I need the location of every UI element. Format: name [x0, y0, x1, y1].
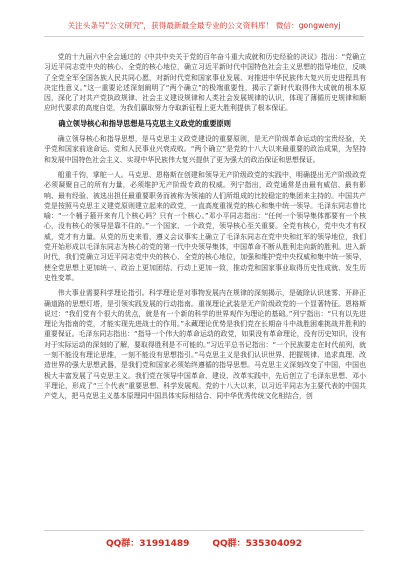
section-heading: 确立领导核心和指导思想是马克思主义政党的重要原则 [58, 118, 231, 128]
footer [44, 536, 364, 549]
paragraph-2: 确立领导核心和指导思想，是马克思主义政党建设的重要原则，是无产阶级革命运动的宝贵经验，关乎党和国家前途命运、党和人民事业兴衰成败。“两个确立”是党的十八大以来最重要的政治成果，为坚持和发展中国特色社会主义、实现中华民族伟大复兴提供了更为强大的政治保证和思想保证。 [44, 135, 366, 164]
paragraph-3: 船重千钧，掌舵一人。马克思、恩格斯在创建和领导无产阶级政党的实践中，明确提出无产阶级政党必须凝聚自己的所有力量，必须维护无产阶级专政的权威。列宁指出，政党通常是由最有威信、最有影响、最有经验、被选出担任最重要职务而被称为领袖的人们所组成的比较稳定的集团来主持的。中国共产党是按照马克思主义建党原则建立起来的政党，一直高度重视党的核心和集中统一领导。毛泽东同志曾比喻：“一个桶子箍开来有几个核心吗？只有一个核心。”邓小平同志指出：“任何一个领导集体都要有一个核心，没有核心的领导是靠不住的。”一个国家、一个政党，领导核心至关重要。全党有核心，党中央才有权威，党才有力量。从党的历史来看，遵义会议事实上确立了毛泽东同志在党中央和红军的领导地位，我们党开始形成以毛泽东同志为核心的党的第一代中央领导集体，中国革命不断从胜利走向新的胜利。进入新时代，我们党确立习近平同志党中央的核心、全党的核心地位，加强和维护党中央权威和集中统一领导，使全党思想上更加统一、政治上更加团结、行动上更加一致，推动党和国家事业取得历史性成就、发生历史性变革。 [44, 170, 366, 282]
top-banner: 关注头条号"公文研究"，获得最新最全最专业的公文资料库！ 微信：gongwenyj [67, 21, 341, 30]
top-divider [44, 36, 364, 37]
paragraph-1: 党的十九届六中全会通过的《中共中央关于党的百年奋斗重大成就和历史经验的决议》指出：“党确立习近平同志党中央的核心、全党的核心地位，确立习近平新时代中国特色社会主义思想的指导地位，反映了全党全军全国各族人民共同心愿，对新时代党和国家事业发展、对推进中华民族伟大复兴历史进程具有决定性意义。”这一重要论述深刻阐明了“两个确立”的极端重要性，揭示了新时代取得伟大成就的根本原因，深化了对共产党执政规律、社会主义建设规律和人类社会发展规律的认识，体现了薄循历史规律和顺应时代要求的高度自觉，为我们赢取努力夺取新征程上更大胜利提供了根本保证。 [44, 53, 366, 113]
bottom-divider [44, 530, 364, 531]
footer-qq-2: QQ群：535304092 [212, 539, 302, 549]
footer-qq-1: QQ群：31991489 [106, 539, 190, 549]
paragraph-4: 伟大事业需要科学理论指引。科学理论是对事物发展内在规律的深刻揭示，是破除认识迷雾、开辟正确道路的思想灯塔，是引领实践发展的行动指南。重视理论武装是无产阶级政党的一个显著特征。恩格斯说过：“我们党有个很大的优点，就是有一个新的科学的世界观作为理论的基础。”列宁指出：“只有以先进理论为指南的党，才能实现先进战士的作用。”永藏理论优势是我们党在长期奋斗中战胜困难挑战并胜利的重要保证。毛泽东同志指出：“指导一个伟大的革命运动的政党，如果没有革命理论，没有历史知识，没有对于实际运动的深刻的了解，要取得胜利是不可能的。”习近平总书记指出：“一个民族要走在时代前列，就一刻不能没有理论思维，一刻不能没有思想指引。”马克思主义是我们认识世界、把握规律、追求真理、改造世界的强大思想武器，是我们党和国家必须始终遵循的指导思想。马克思主义深刻改变了中国，中国也极大丰富发展了马克思主义。我们党在领导中国革命、建设、改革实践中，先后创立了毛泽东思想、邓小平理论，形成了“三个代表”重要思想、科学发展观。党的十八大以来，以习近平同志为主要代表的中国共产党人，把马克思主义基本原理同中国具体实际相结合、同中华优秀传统文化相结合，创 [44, 289, 366, 401]
document-body [44, 52, 366, 527]
